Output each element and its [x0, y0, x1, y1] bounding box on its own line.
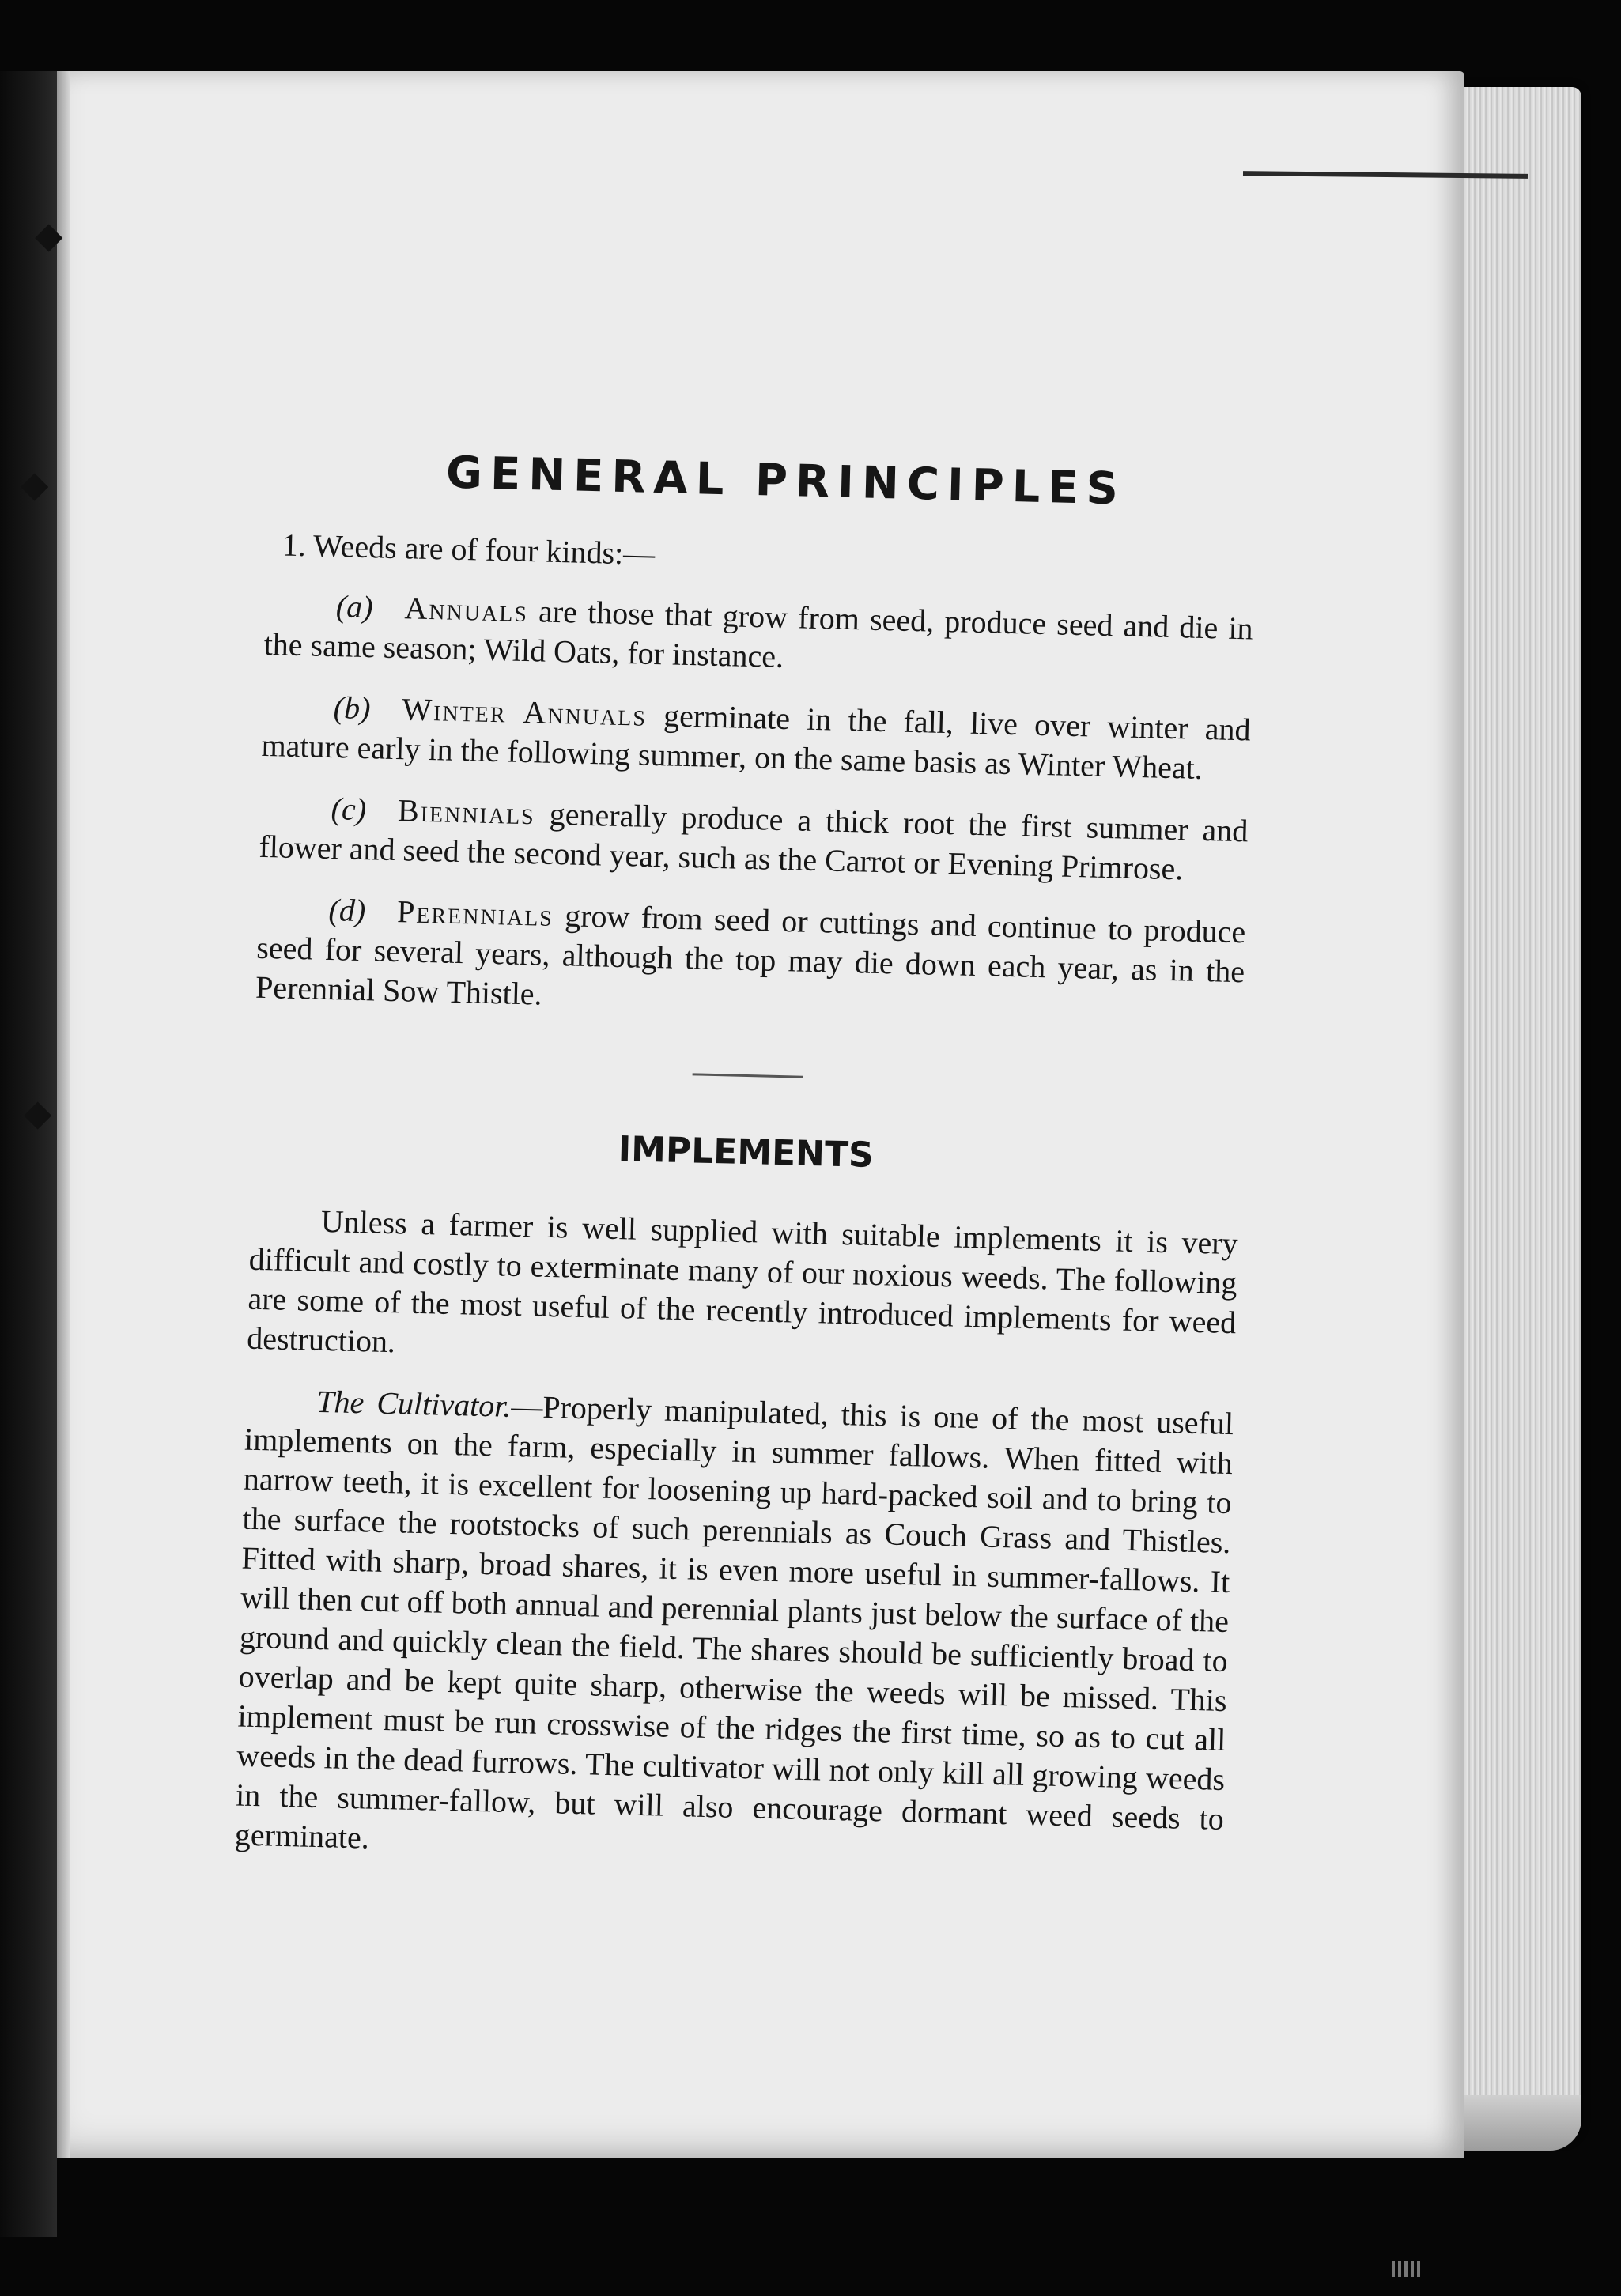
kind-annuals — [263, 585, 1253, 689]
cultivator-paragraph — [234, 1380, 1234, 1879]
weeds-intro: 1. Weeds are of four kinds:— — [282, 527, 656, 572]
kind-text: grow from seed or cuttings and continue to produce seed for several years, although the top may die down each year, as in the Perennial Sow Thistle. — [255, 897, 1246, 1012]
section-divider — [693, 1073, 803, 1078]
kind-term: Perennials — [396, 893, 554, 933]
binding-mark-icon: ◆ — [35, 213, 63, 256]
scan-corner-mark — [1392, 2261, 1423, 2277]
implements-intro: Unless a farmer is well supplied with suitable implements it is very difficult and costly to exterminate many of our noxious weeds. The following are some of the most useful of the recently introduced implements for weed destruction. — [246, 1203, 1239, 1360]
kind-biennials — [259, 787, 1249, 891]
section-title: IMPLEMENTS — [618, 1129, 875, 1176]
kind-perennials — [255, 889, 1246, 1031]
binding-mark-icon: ◆ — [21, 463, 49, 505]
cultivator-text: —Properly manipulated, this is one of the most useful implements on the farm, especially in summer fallows. When fitted with narrow teeth, it is excellent for loosening up hard-packed soil and to bring to the surface the rootstocks of such perennials as Couch Grass and Thistles. Fitted with sharp, broad shares, it is even more useful in summer-fallows. It will then cut off both annual and perennial plants just below the surface of the ground and quickly clean the field. The shares should be sufficiently broad to overlap and be kept quite sharp, otherwise the weeds will be missed. This implement must be run crosswise of the ridges the first time, so as to cut all weeds in the dead furrows. The cultivator will not only kill all growing weeds in the summer-fallow, but will also encourage dormant weed seeds to germinate. — [234, 1388, 1234, 1856]
kind-text: germinate in the fall, live over winter and mature early in the following summer, on the same basis as Winter Wheat. — [261, 697, 1252, 786]
page-gutter — [57, 71, 70, 2158]
page-text — [234, 443, 1257, 1901]
facing-page-edge — [0, 71, 57, 2237]
kind-winter-annuals — [261, 686, 1251, 790]
kind-term: Annuals — [404, 590, 529, 629]
binding-mark-icon: ◆ — [24, 1091, 52, 1134]
kind-tag: (b) — [333, 689, 372, 727]
kind-tag: (a) — [335, 588, 374, 625]
kind-tag: (d) — [328, 892, 366, 929]
cultivator-lead: The Cultivator. — [316, 1383, 512, 1424]
kind-term: Winter Annuals — [401, 691, 648, 733]
page-title: GENERAL PRINCIPLES — [445, 447, 1127, 515]
kind-term: Biennials — [397, 792, 536, 832]
kind-tag: (c) — [331, 791, 367, 828]
kind-text: generally produce a thick root the first summer and flower and seed the second year, such as the Carrot or Evening Primrose. — [258, 795, 1249, 887]
kind-text: are those that grow from seed, produce seed and die in the same season; Wild Oats, for instance. — [263, 593, 1254, 674]
